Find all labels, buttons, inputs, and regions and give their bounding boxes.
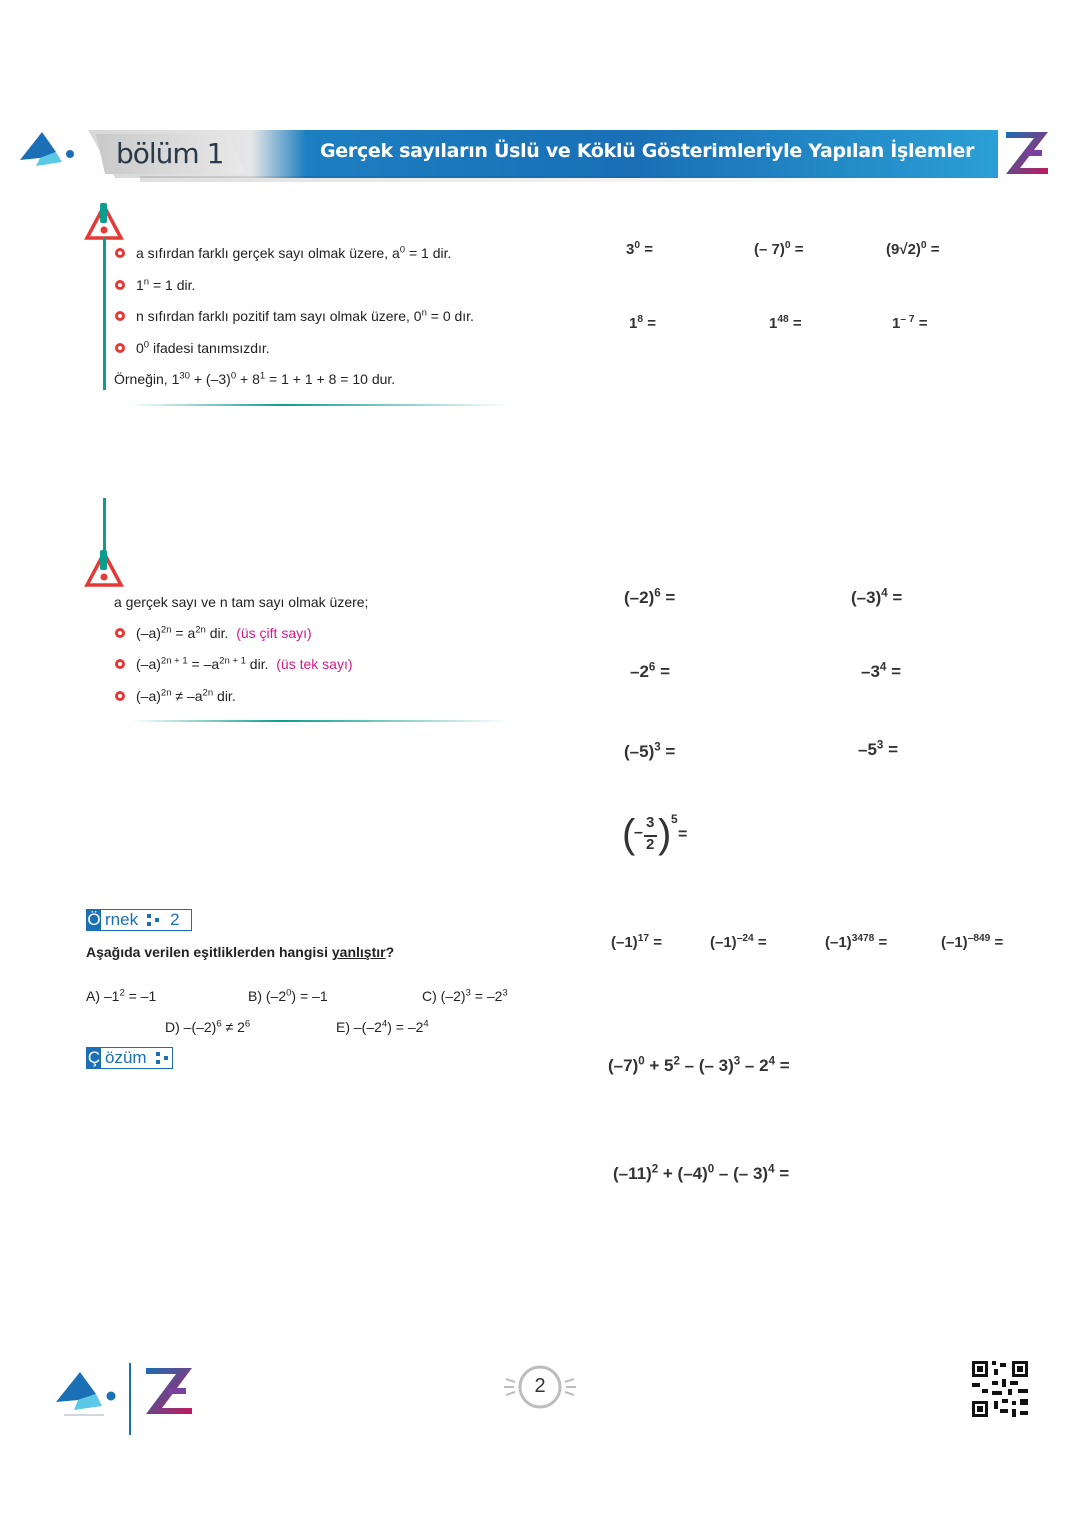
base: (–5) xyxy=(624,742,655,761)
rule-text: ≠ –a xyxy=(171,688,203,704)
info-2-intro: a gerçek sayı ve n tam sayı olmak üzere; xyxy=(114,594,369,610)
rule-sup: 2n xyxy=(160,687,172,699)
exp: 4 xyxy=(881,587,888,600)
exp: 6 xyxy=(654,587,661,600)
ornek-initial: Ö xyxy=(87,910,101,929)
base: (–1) xyxy=(710,934,737,951)
opt-part: ) = –1 xyxy=(291,988,328,1004)
exercise-item xyxy=(941,934,1003,951)
eq: = xyxy=(757,934,767,951)
opt-part: B) (–2 xyxy=(248,988,287,1004)
opt-part: D) –(–2) xyxy=(165,1019,217,1035)
exercise-item xyxy=(626,241,653,258)
option-e[interactable] xyxy=(336,1019,429,1035)
rule-text: 1 xyxy=(136,277,144,293)
example-line xyxy=(114,371,395,387)
exercise-item xyxy=(624,588,675,608)
chapter-label: bölüm 1 xyxy=(116,137,224,170)
expr-sup: 4 xyxy=(768,1163,775,1176)
eq: = xyxy=(792,315,802,332)
example-sup: 30 xyxy=(179,370,190,382)
rule-neq xyxy=(114,688,236,704)
exp: 6 xyxy=(648,661,656,674)
eq: = xyxy=(665,588,676,607)
rule-sup: 2n xyxy=(202,687,214,699)
expr-sup: 4 xyxy=(768,1055,775,1068)
base: 1 xyxy=(892,315,901,332)
exp: –24 xyxy=(736,933,754,944)
exercise-item xyxy=(886,241,940,258)
base: (–1) xyxy=(611,934,638,951)
expr-sup: 2 xyxy=(673,1055,680,1068)
rule-sup: n xyxy=(143,276,150,288)
warning-icon xyxy=(84,203,124,241)
expression-1 xyxy=(608,1056,790,1076)
exercise-item xyxy=(710,934,767,951)
warning-icon xyxy=(84,550,124,588)
expr-part: (–7) xyxy=(608,1056,639,1075)
rule-sup: n xyxy=(421,307,427,319)
exercise-item xyxy=(858,740,898,760)
eq: = xyxy=(644,241,653,258)
rule-sup: 0 xyxy=(143,339,150,351)
rule-text: (–a) xyxy=(136,688,161,704)
base: (– 7) xyxy=(754,241,785,258)
exercise-item xyxy=(892,315,927,332)
dots-icon xyxy=(146,913,162,927)
base: (–1) xyxy=(825,934,852,951)
exercise-item xyxy=(861,662,901,682)
rule-sup: 2n + 1 xyxy=(219,655,246,667)
opt-sup: 4 xyxy=(423,1018,429,1030)
info-box-1-divider xyxy=(130,404,510,406)
rule-text: (–a) xyxy=(136,656,161,672)
exercise-item xyxy=(624,742,675,762)
expr-part: = xyxy=(774,1056,790,1075)
expr-part: = xyxy=(774,1164,790,1183)
z-logo-icon xyxy=(1002,128,1052,176)
bullet-icon xyxy=(114,690,126,702)
brand-logo xyxy=(18,128,78,172)
opt-sup: 3 xyxy=(465,987,471,999)
opt-part: ≠ 2 xyxy=(221,1019,245,1035)
example-text: + 8 xyxy=(236,371,260,387)
rule-text: = 0 dır. xyxy=(426,308,474,324)
exercise-item xyxy=(769,315,802,332)
option-c[interactable] xyxy=(422,988,508,1004)
rule-text: ifadesi tanımsızdır. xyxy=(149,340,270,356)
rule-sup: 2n + 1 xyxy=(160,655,188,667)
expr-sup: 0 xyxy=(638,1055,645,1068)
exp: –849 xyxy=(967,933,991,944)
fraction-sign: – xyxy=(634,824,643,841)
expression-2 xyxy=(613,1164,789,1184)
eq: = xyxy=(647,315,656,332)
opt-sup: 6 xyxy=(216,1018,222,1030)
rule-2 xyxy=(114,277,195,293)
cozum-label: özüm xyxy=(105,1048,147,1067)
qr-code-icon[interactable] xyxy=(970,1359,1030,1419)
eq: = xyxy=(930,241,940,258)
fraction-den: 2 xyxy=(646,836,655,853)
rule-text: = 1 dir. xyxy=(149,277,196,293)
expr-part: + (–4) xyxy=(658,1164,708,1183)
exp: 3 xyxy=(654,741,661,754)
exercise-item xyxy=(754,241,803,258)
expr-part: – 2 xyxy=(740,1056,769,1075)
opt-part: C) (–2) xyxy=(422,988,466,1004)
cozum-tag xyxy=(86,1047,173,1069)
exercise-item xyxy=(851,588,902,608)
question-key: yanlıştır xyxy=(331,944,386,960)
fraction-eq: = xyxy=(678,826,688,843)
exp: 4 xyxy=(879,661,887,674)
opt-sup: 3 xyxy=(502,987,508,999)
rule-text: n sıfırdan farklı pozitif tam sayı olmak üzere, 0 xyxy=(136,308,422,324)
page-title: Gerçek sayıların Üslü ve Köklü Gösterimleriyle Yapılan İşlemler xyxy=(320,140,975,162)
opt-sup: 4 xyxy=(381,1018,388,1030)
base: 3 xyxy=(626,241,635,258)
expr-part: – (– 3) xyxy=(714,1164,769,1183)
eq: = xyxy=(892,588,903,607)
rule-text: dir. xyxy=(205,625,229,641)
exercise-item xyxy=(629,315,656,332)
rule-text: dir. xyxy=(245,656,269,672)
bullet-icon xyxy=(114,627,126,639)
eq: = xyxy=(918,315,928,332)
dots-icon xyxy=(155,1051,171,1065)
eq: = xyxy=(994,934,1004,951)
info-box-2-divider xyxy=(130,720,510,722)
rule-4 xyxy=(114,340,270,356)
rule-text: (–a) xyxy=(136,625,161,641)
eq: = xyxy=(660,662,671,681)
base: 1 xyxy=(629,315,638,332)
rule-odd xyxy=(114,656,353,672)
rule-even xyxy=(114,625,312,641)
rule-sup: 2n xyxy=(160,624,172,636)
exp: 0 xyxy=(634,240,641,251)
header-shadow xyxy=(140,176,1000,182)
ornek-number: 2 xyxy=(170,910,180,929)
ornek-tag xyxy=(86,909,192,931)
example-text: = 1 + 1 + 8 = 10 dur. xyxy=(265,371,396,387)
rule-text: dir. xyxy=(213,688,236,704)
exp: 0 xyxy=(920,240,927,251)
base: –5 xyxy=(858,740,877,759)
eq: = xyxy=(891,662,902,681)
info-box-2-line-top xyxy=(103,498,106,558)
rule-text: 0 xyxy=(136,340,144,356)
example-text: + (–3) xyxy=(189,371,231,387)
bullet-icon xyxy=(114,247,126,259)
fraction-exercise xyxy=(622,812,702,860)
ornek-label: rnek xyxy=(105,910,139,929)
footer-divider xyxy=(129,1363,131,1435)
example-sup: 1 xyxy=(259,370,266,382)
rule-sup: 2n xyxy=(195,624,206,636)
rule-text: a sıfırdan farklı gerçek sayı olmak üzere, a xyxy=(136,245,400,261)
opt-sup: 0 xyxy=(286,987,292,999)
fraction-exp: 5 xyxy=(671,812,678,826)
base: (–1) xyxy=(941,934,968,951)
exp: 0 xyxy=(784,240,791,251)
opt-part: = –1 xyxy=(124,988,157,1004)
eq: = xyxy=(888,740,899,759)
exercise-item xyxy=(825,934,887,951)
footer-brand-logo xyxy=(54,1366,120,1418)
rule-note: (üs tek sayı) xyxy=(276,656,353,672)
exp: 17 xyxy=(637,933,650,944)
info-box-1-line xyxy=(103,238,106,390)
exp: – 7 xyxy=(900,314,915,325)
question-part: ? xyxy=(385,944,395,960)
option-d[interactable] xyxy=(165,1019,250,1035)
right-paren: ) xyxy=(658,812,672,856)
exp: 8 xyxy=(637,314,644,325)
bullet-icon xyxy=(114,342,126,354)
bullet-icon xyxy=(114,658,126,670)
exp: 48 xyxy=(777,314,789,325)
rule-text: = 1 dir. xyxy=(405,245,452,261)
base: 1 xyxy=(769,315,778,332)
example-sup: 0 xyxy=(230,370,237,382)
rule-1 xyxy=(114,245,451,261)
opt-sup: 6 xyxy=(244,1018,251,1030)
base: (9√2) xyxy=(886,241,921,258)
opt-sup: 2 xyxy=(119,987,125,999)
rule-sup: 0 xyxy=(399,244,406,256)
page-number-badge xyxy=(500,1363,580,1411)
fraction-num: 3 xyxy=(646,814,655,831)
bullet-icon xyxy=(114,279,126,291)
question-text xyxy=(86,944,394,960)
eq: = xyxy=(653,934,662,951)
option-b[interactable] xyxy=(248,988,328,1004)
exp: 3 xyxy=(876,739,884,752)
left-paren: ( xyxy=(622,812,636,856)
expr-part: + 5 xyxy=(644,1056,674,1075)
eq: = xyxy=(794,241,804,258)
cozum-initial: Ç xyxy=(87,1048,101,1067)
rule-text: = a xyxy=(171,625,196,641)
expr-sup: 0 xyxy=(707,1163,715,1176)
opt-part: = –2 xyxy=(470,988,503,1004)
question-part: Aşağıda verilen eşitliklerden hangisi xyxy=(86,944,332,960)
example-text: Örneğin, 1 xyxy=(114,371,180,387)
rule-note: (üs çift sayı) xyxy=(236,625,312,641)
rule-3 xyxy=(114,308,474,324)
opt-part: E) –(–2 xyxy=(336,1019,382,1035)
page-number: 2 xyxy=(534,1375,546,1397)
expr-sup: 3 xyxy=(733,1055,741,1068)
base: –2 xyxy=(630,662,649,681)
bullet-icon xyxy=(114,310,126,322)
opt-part: ) = –2 xyxy=(387,1019,424,1035)
expr-part: (–11) xyxy=(613,1164,652,1183)
exercise-item xyxy=(630,662,670,682)
rule-text: = –a xyxy=(187,656,220,672)
opt-part: A) –1 xyxy=(86,988,120,1004)
exp: 3478 xyxy=(851,933,875,944)
base: –3 xyxy=(861,662,880,681)
expr-sup: 2 xyxy=(651,1163,659,1176)
expr-part: – (– 3) xyxy=(679,1056,734,1075)
footer-z-logo-icon xyxy=(142,1364,196,1416)
base: (–2) xyxy=(624,588,655,607)
eq: = xyxy=(665,742,676,761)
eq: = xyxy=(878,934,888,951)
base: (–3) xyxy=(851,588,882,607)
exercise-item xyxy=(611,934,662,951)
option-a[interactable] xyxy=(86,988,156,1004)
